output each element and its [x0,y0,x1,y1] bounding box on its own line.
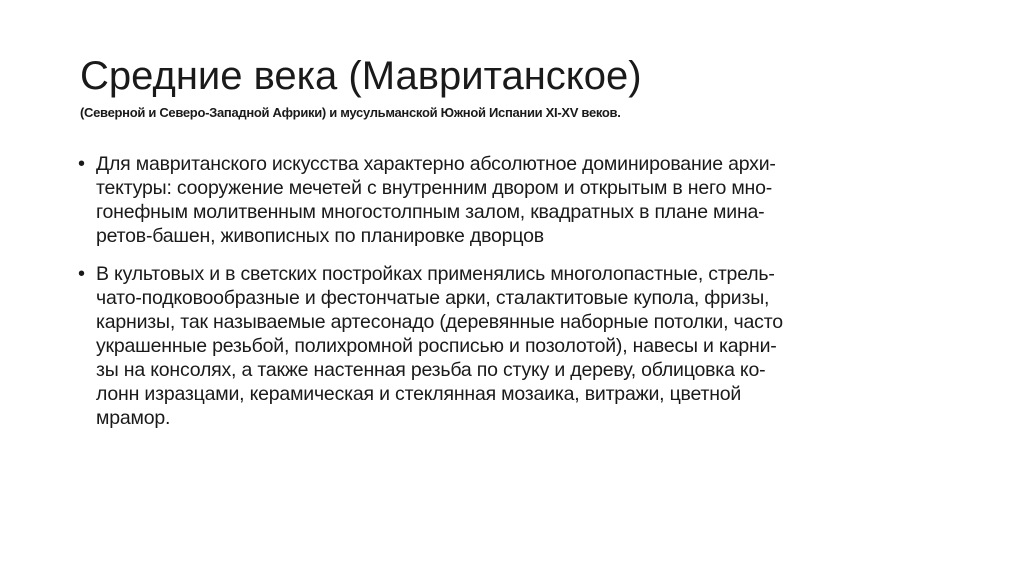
bullet-marker-icon: • [78,153,86,175]
bullet-item [78,262,948,430]
bullet-line: мрамор. [96,407,171,429]
bullet-line: тектуры: сооружение мечетей с внутренним двором и открытым в него мно- [96,177,773,199]
title-block [80,50,960,122]
slide-content [78,152,948,444]
bullet-marker-icon: • [78,263,86,285]
bullet-line: В культовых и в светских постройках применялись многолопастные, стрель- [96,263,775,285]
bullet-line: карнизы, так называемые артесонадо (деревянные наборные потолки, часто [96,311,783,333]
bullet-line: ретов-башен, живописных по планировке дворцов [96,225,544,247]
slide-subtitle: (Северной и Северо-Западной Африки) и мусульманской Южной Испании XI-XV веков. [80,105,621,120]
bullet-line: Для мавританского искусства характерно абсолютное доминирование архи- [96,153,776,175]
bullet-line: зы на консолях, а также настенная резьба по стуку и дереву, облицовка ко- [96,359,766,381]
bullet-item [78,152,948,248]
slide-title: Средние века (Мавританское) [80,54,642,98]
bullet-line: лонн изразцами, керамическая и стеклянная мозаика, витражи, цветной [96,383,742,405]
bullet-line: чато-подковообразные и фестончатые арки, сталактитовые купола, фризы, [96,287,770,309]
bullet-line: украшенные резьбой, полихромной росписью и позолотой), навесы и карни- [96,335,777,357]
bullet-list [78,152,948,430]
bullet-line: гонефным молитвенным многостолпным залом, квадратных в плане мина- [96,201,765,223]
